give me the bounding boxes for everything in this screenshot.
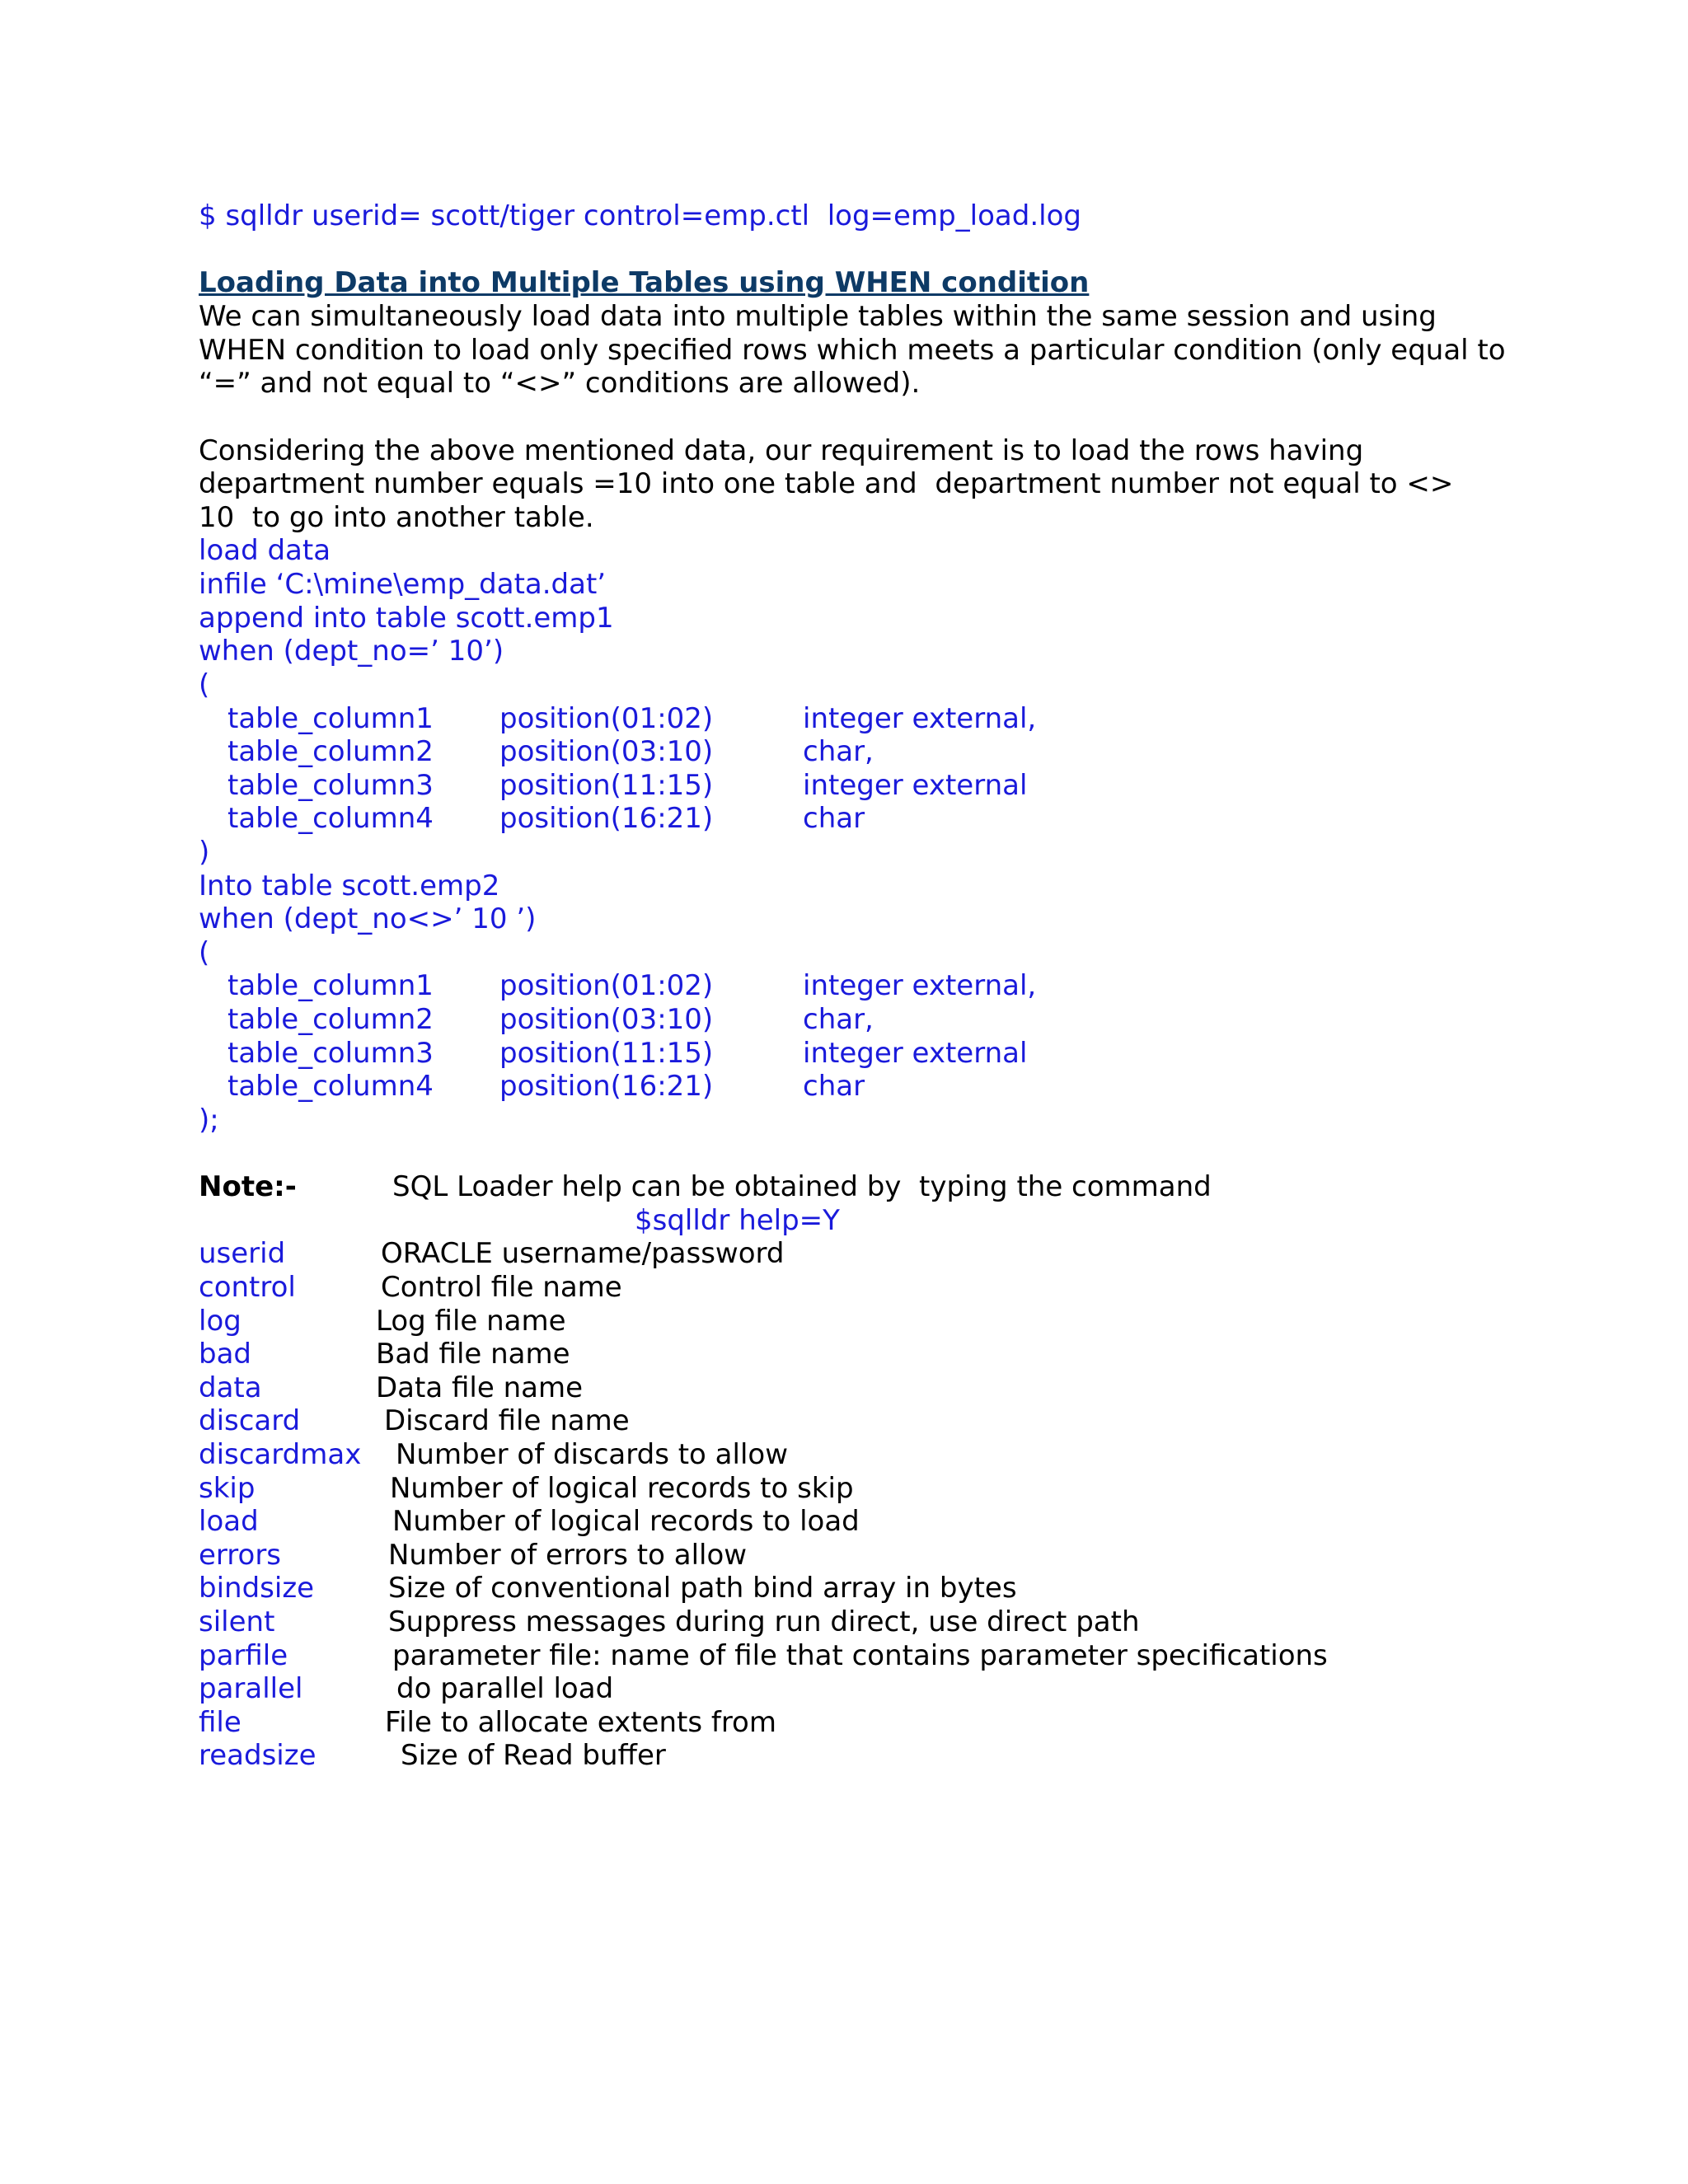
param-key: readsize [199,1739,316,1772]
paragraph-line: department number equals =10 into one table and department number not equal to <> [199,467,1454,500]
param-desc: Log file name [376,1305,566,1338]
param-desc: Number of discards to allow [396,1438,788,1471]
param-key: userid [199,1237,286,1270]
column-type: char, [803,1003,874,1036]
param-key: skip [199,1472,256,1505]
param-key: silent [199,1605,275,1638]
param-desc: do parallel load [396,1672,614,1705]
column-name: table_column3 [227,769,434,802]
param-key: data [199,1371,262,1404]
param-key: errors [199,1539,282,1572]
sqlldr-command: $ sqlldr userid= scott/tiger control=emp.ctl log=emp_load.log [199,199,1081,232]
column-type: char [803,1070,865,1103]
column-name: table_column4 [227,802,434,835]
code-line: when (dept_no<>’ 10 ’) [199,902,537,935]
column-name: table_column1 [227,702,434,735]
column-type: integer external, [803,969,1037,1002]
column-name: table_column2 [227,1003,434,1036]
code-line: Into table scott.emp2 [199,869,500,902]
code-line: append into table scott.emp1 [199,602,614,635]
paragraph-line: Considering the above mentioned data, our requirement is to load the rows having [199,434,1364,467]
param-key: discardmax [199,1438,362,1471]
code-line: load data [199,534,331,567]
param-key: parallel [199,1672,303,1705]
param-desc: Control file name [381,1271,622,1304]
column-position: position(16:21) [499,1070,714,1103]
param-key: discard [199,1404,301,1437]
param-desc: Discard file name [384,1404,630,1437]
column-name: table_column4 [227,1070,434,1103]
column-type: char [803,802,865,835]
param-desc: Size of Read buffer [401,1739,666,1772]
column-type: integer external [803,769,1028,802]
paragraph-line: “=” and not equal to “<>” conditions are allowed). [199,367,921,400]
code-line: ( [199,936,210,969]
column-name: table_column1 [227,969,434,1002]
column-position: position(11:15) [499,769,714,802]
param-key: log [199,1305,241,1338]
code-line: infile ‘C:\mine\emp_data.dat’ [199,568,607,601]
column-type: integer external [803,1037,1028,1070]
param-key: bindsize [199,1572,315,1605]
column-position: position(11:15) [499,1037,714,1070]
section-heading: Loading Data into Multiple Tables using WHEN condition [199,266,1090,299]
param-desc: Number of errors to allow [388,1539,748,1572]
column-name: table_column2 [227,735,434,768]
param-key: control [199,1271,296,1304]
paragraph-line: WHEN condition to load only specified rows which meets a particular condition (only equal to [199,334,1506,367]
param-key: file [199,1706,241,1739]
column-type: integer external, [803,702,1037,735]
code-line: ) [199,836,210,869]
column-position: position(03:10) [499,1003,714,1036]
param-desc: ORACLE username/password [381,1237,785,1270]
code-line: when (dept_no=’ 10’) [199,635,504,668]
note-label: Note:- [199,1170,297,1203]
code-line: ( [199,668,210,701]
param-desc: Bad file name [376,1338,570,1371]
code-line: ); [199,1104,219,1137]
help-command: $sqlldr help=Y [635,1204,840,1237]
param-key: parfile [199,1639,288,1672]
param-desc: parameter file: name of file that contains parameter specifications [392,1639,1328,1672]
param-desc: Data file name [376,1371,583,1404]
column-position: position(03:10) [499,735,714,768]
column-position: position(01:02) [499,702,714,735]
param-desc: Number of logical records to load [392,1505,860,1538]
param-desc: Size of conventional path bind array in bytes [388,1572,1017,1605]
column-type: char, [803,735,874,768]
paragraph-line: We can simultaneously load data into multiple tables within the same session and using [199,300,1437,333]
param-desc: File to allocate extents from [385,1706,776,1739]
param-key: load [199,1505,259,1538]
note-text: SQL Loader help can be obtained by typing the command [392,1170,1212,1203]
column-position: position(16:21) [499,802,714,835]
paragraph-line: 10 to go into another table. [199,501,594,534]
column-name: table_column3 [227,1037,434,1070]
param-desc: Number of logical records to skip [390,1472,854,1505]
param-key: bad [199,1338,251,1371]
column-position: position(01:02) [499,969,714,1002]
param-desc: Suppress messages during run direct, use direct path [388,1605,1140,1638]
